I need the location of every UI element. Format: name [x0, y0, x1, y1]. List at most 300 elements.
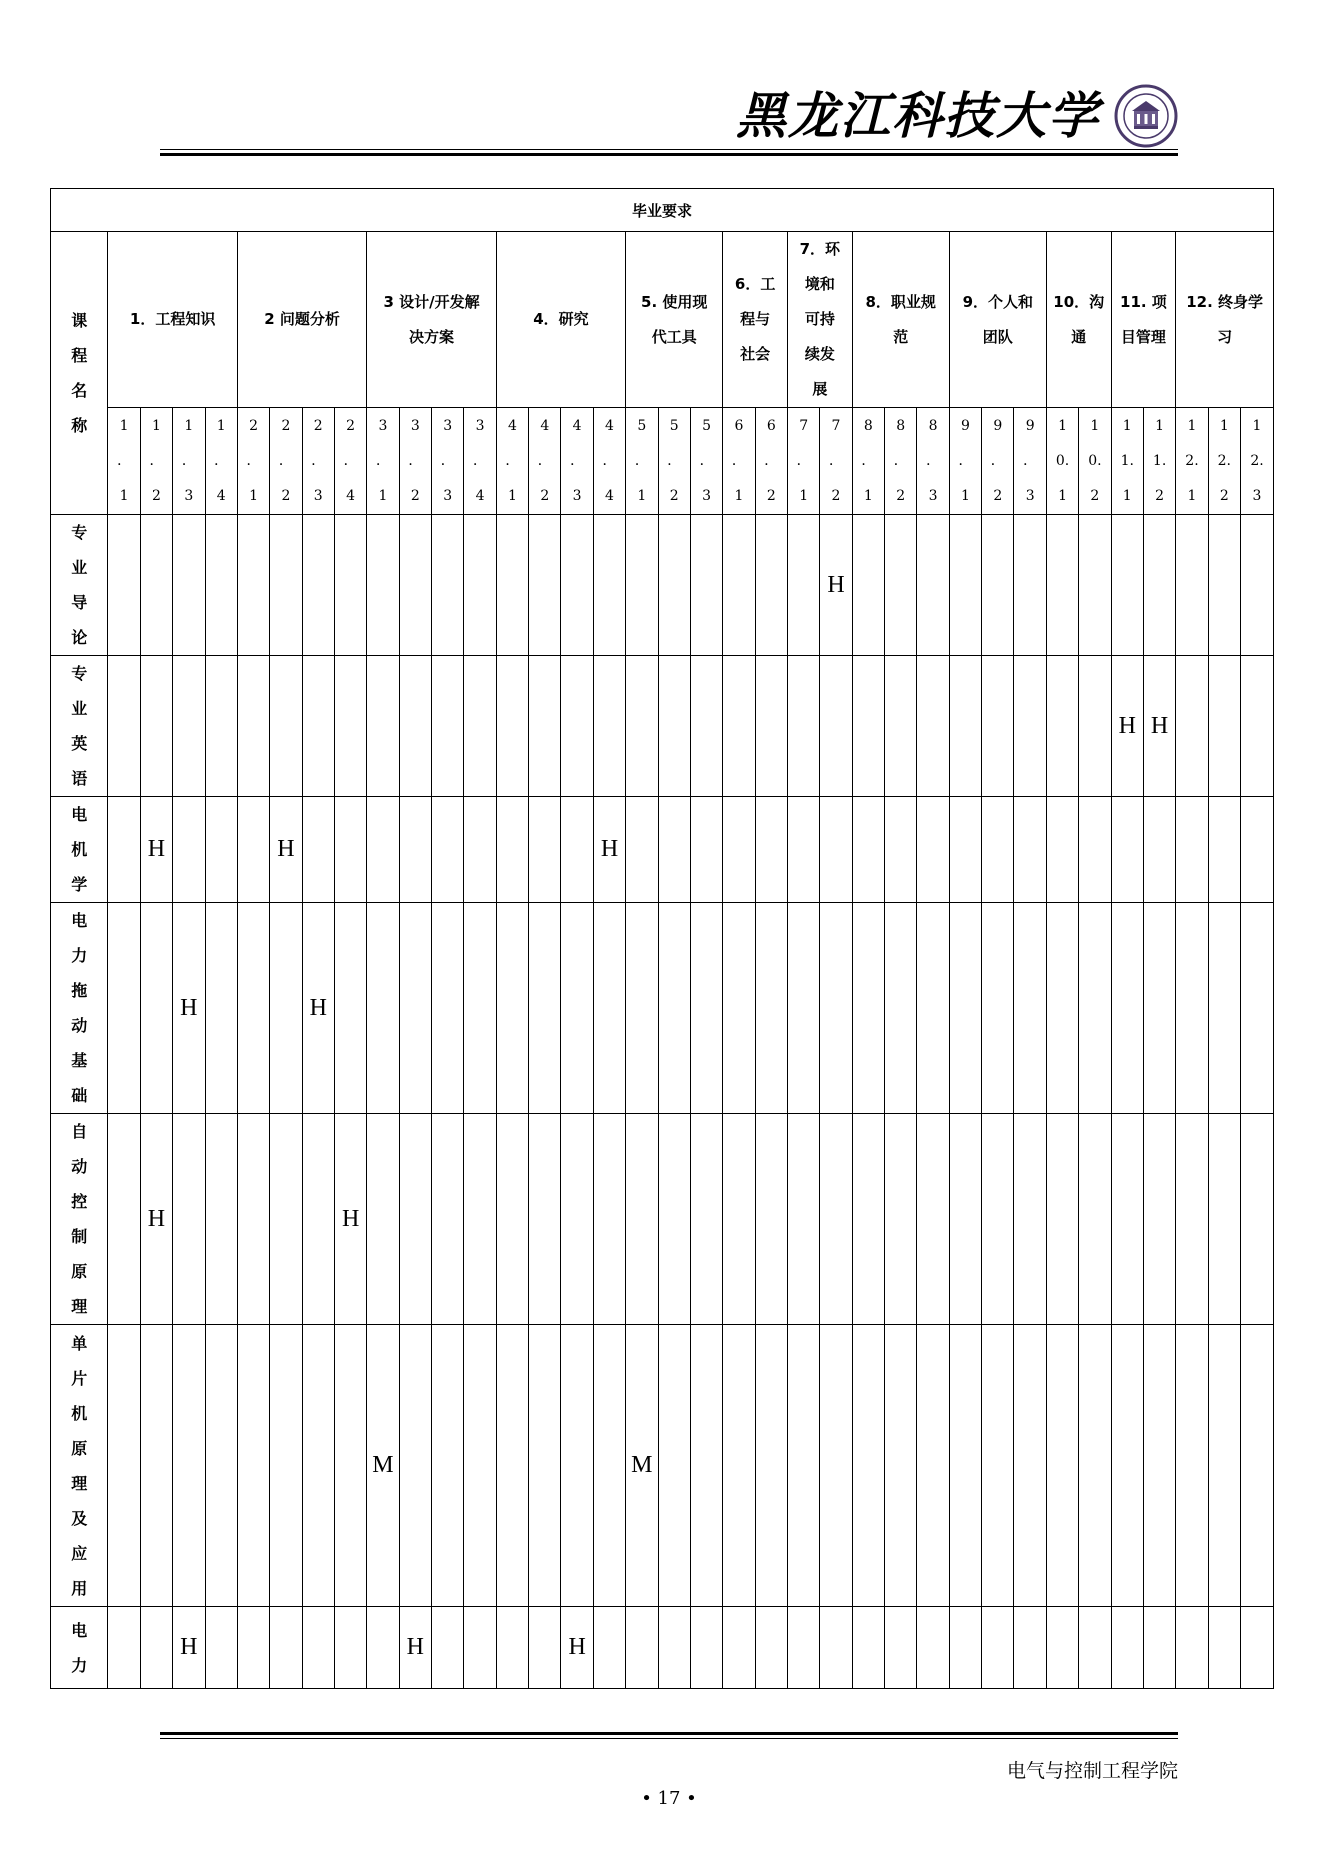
support-cell: [1079, 656, 1111, 797]
support-cell: [237, 656, 269, 797]
support-cell: [270, 797, 302, 903]
support-cell: [1208, 797, 1240, 903]
indicator-header: 1 0. 1: [1046, 408, 1078, 515]
support-cell: [399, 515, 431, 656]
support-cell: [949, 1114, 981, 1325]
support-cell: [432, 1114, 464, 1325]
support-cell: [1046, 797, 1078, 903]
support-cell: [982, 903, 1014, 1114]
support-cell: [529, 1325, 561, 1607]
support-cell: [1046, 1325, 1078, 1607]
indicator-header: 8 ． 1: [852, 408, 884, 515]
indicator-header: 1 ． 3: [173, 408, 205, 515]
support-cell: [1046, 656, 1078, 797]
support-cell: [690, 1325, 722, 1607]
support-cell: [270, 903, 302, 1114]
support-cell: [723, 903, 755, 1114]
support-cell: [1079, 1114, 1111, 1325]
support-cell: [367, 1114, 399, 1325]
requirement-group-row: [51, 232, 1274, 408]
support-cell: [1241, 656, 1274, 797]
support-cell: [334, 1325, 366, 1607]
support-cell: [140, 1607, 172, 1689]
matrix-table: [50, 188, 1274, 1689]
support-cell: [690, 903, 722, 1114]
support-cell: [1111, 1325, 1143, 1607]
requirement-group-header: 1．工程知识: [108, 232, 237, 408]
support-cell: [108, 1114, 140, 1325]
support-cell: [529, 1607, 561, 1689]
support-cell: [1143, 797, 1175, 903]
support-cell: [1111, 797, 1143, 903]
support-cell: [367, 903, 399, 1114]
support-cell: [755, 515, 787, 656]
indicator-header: 3 ． 4: [464, 408, 496, 515]
support-cell: [690, 515, 722, 656]
support-cell: [949, 515, 981, 656]
support-cell: [529, 797, 561, 903]
support-cell: [593, 797, 625, 903]
support-cell: [108, 515, 140, 656]
support-cell: [658, 903, 690, 1114]
support-cell: [1176, 903, 1208, 1114]
requirement-group-header: 7．环 境和 可持 续发 展: [787, 232, 852, 408]
support-level-mark: M: [631, 1452, 653, 1478]
support-cell: [982, 1325, 1014, 1607]
support-cell: [982, 656, 1014, 797]
support-cell: [464, 656, 496, 797]
support-cell: [593, 1114, 625, 1325]
support-cell: [334, 903, 366, 1114]
support-cell: [561, 1325, 593, 1607]
support-cell: [755, 656, 787, 797]
indicator-header: 2 ． 1: [237, 408, 269, 515]
indicator-header: 4 ． 3: [561, 408, 593, 515]
requirement-group-header: 11. 项 目管理: [1111, 232, 1176, 408]
support-cell: [140, 515, 172, 656]
support-cell: [561, 797, 593, 903]
support-cell: [658, 797, 690, 903]
support-cell: [820, 656, 852, 797]
support-cell: [1208, 656, 1240, 797]
support-cell: [432, 656, 464, 797]
support-level-mark: H: [827, 571, 845, 598]
support-cell: [399, 1325, 431, 1607]
support-cell: [464, 903, 496, 1114]
support-cell: [1046, 1607, 1078, 1689]
support-cell: [852, 515, 884, 656]
support-cell: [658, 1607, 690, 1689]
support-cell: [108, 656, 140, 797]
support-level-mark: H: [1118, 712, 1136, 739]
support-cell: [917, 903, 949, 1114]
support-level-mark: H: [568, 1634, 586, 1660]
support-cell: [432, 1607, 464, 1689]
support-cell: [496, 1114, 528, 1325]
support-cell: [464, 1607, 496, 1689]
support-cell: [885, 903, 917, 1114]
support-cell: [1046, 515, 1078, 656]
support-cell: [1079, 1607, 1111, 1689]
support-cell: [1111, 1114, 1143, 1325]
support-cell: [1241, 903, 1274, 1114]
indicator-row: [51, 408, 1274, 515]
support-cell: [561, 515, 593, 656]
support-cell: [593, 656, 625, 797]
indicator-header: 1 2. 3: [1241, 408, 1274, 515]
support-cell: [367, 797, 399, 903]
support-cell: [787, 1607, 819, 1689]
support-cell: [464, 515, 496, 656]
indicator-header: 1 2. 1: [1176, 408, 1208, 515]
support-cell: [1143, 515, 1175, 656]
support-cell: [302, 1325, 334, 1607]
support-cell: [1208, 1325, 1240, 1607]
support-cell: [205, 903, 237, 1114]
support-cell: [399, 903, 431, 1114]
support-cell: [787, 903, 819, 1114]
support-cell: [432, 1325, 464, 1607]
indicator-header: 5 ． 2: [658, 408, 690, 515]
support-cell: [561, 1114, 593, 1325]
support-cell: [1241, 1607, 1274, 1689]
requirements-matrix: [50, 188, 1274, 1689]
support-cell: [755, 797, 787, 903]
support-cell: [367, 515, 399, 656]
course-row: [51, 1325, 1274, 1607]
support-cell: [1241, 797, 1274, 903]
requirement-group-header: 5. 使用现 代工具: [626, 232, 723, 408]
indicator-header: 3 ． 1: [367, 408, 399, 515]
support-cell: [658, 656, 690, 797]
support-cell: [1014, 515, 1046, 656]
indicator-header: 8 ． 2: [885, 408, 917, 515]
support-cell: [1143, 903, 1175, 1114]
support-cell: [593, 515, 625, 656]
indicator-header: 1 ． 4: [205, 408, 237, 515]
support-level-mark: H: [180, 994, 198, 1021]
support-cell: [885, 1114, 917, 1325]
indicator-header: 7 ． 2: [820, 408, 852, 515]
support-cell: [1176, 797, 1208, 903]
indicator-header: 9 ． 3: [1014, 408, 1046, 515]
support-cell: [496, 1325, 528, 1607]
support-cell: [852, 1607, 884, 1689]
support-cell: [1143, 656, 1175, 797]
support-cell: [787, 515, 819, 656]
support-cell: [917, 1607, 949, 1689]
support-cell: [1176, 656, 1208, 797]
support-cell: [1111, 1607, 1143, 1689]
support-cell: [949, 1325, 981, 1607]
support-cell: [140, 903, 172, 1114]
support-cell: [917, 797, 949, 903]
support-level-mark: M: [372, 1452, 394, 1478]
indicator-header: 1 2. 2: [1208, 408, 1240, 515]
support-cell: [496, 797, 528, 903]
support-cell: [820, 797, 852, 903]
support-cell: [917, 1114, 949, 1325]
course-row: [51, 1114, 1274, 1325]
support-cell: [1143, 1607, 1175, 1689]
support-cell: [787, 1325, 819, 1607]
support-cell: [270, 1607, 302, 1689]
support-cell: [334, 797, 366, 903]
course-name-header: 课 程 名 称: [51, 232, 108, 515]
indicator-header: 2 ． 4: [334, 408, 366, 515]
support-cell: [237, 1325, 269, 1607]
support-cell: [1176, 1325, 1208, 1607]
support-cell: [140, 656, 172, 797]
support-cell: [464, 797, 496, 903]
support-cell: [205, 656, 237, 797]
support-cell: [852, 1325, 884, 1607]
support-cell: [885, 1607, 917, 1689]
requirement-group-header: 10．沟 通: [1046, 232, 1111, 408]
support-cell: [237, 515, 269, 656]
indicator-header: 6 ． 1: [723, 408, 755, 515]
support-cell: [529, 656, 561, 797]
support-cell: [432, 797, 464, 903]
course-name: 专 业 英 语: [51, 656, 108, 797]
support-cell: [982, 1607, 1014, 1689]
support-level-mark: H: [180, 1634, 198, 1660]
support-cell: [1014, 1607, 1046, 1689]
support-level-mark: H: [341, 1205, 360, 1232]
indicator-header: 8 ． 3: [917, 408, 949, 515]
support-cell: [723, 1325, 755, 1607]
indicator-header: 3 ． 3: [432, 408, 464, 515]
support-cell: [982, 515, 1014, 656]
header-rule-thin: [160, 149, 1178, 150]
indicator-header: 1 ． 2: [140, 408, 172, 515]
support-cell: [1208, 1607, 1240, 1689]
university-name: 黑龙江科技大学: [736, 86, 1100, 145]
support-cell: [237, 797, 269, 903]
support-cell: [334, 1114, 366, 1325]
support-cell: [367, 656, 399, 797]
support-cell: [626, 1325, 658, 1607]
support-cell: [852, 1114, 884, 1325]
support-cell: [1079, 1325, 1111, 1607]
support-cell: [885, 1325, 917, 1607]
support-cell: [399, 1607, 431, 1689]
requirement-group-header: 6．工 程与 社会: [723, 232, 788, 408]
support-cell: [367, 1325, 399, 1607]
support-cell: [1208, 515, 1240, 656]
support-cell: [561, 656, 593, 797]
course-name: 电 机 学: [51, 797, 108, 903]
indicator-header: 4 ． 4: [593, 408, 625, 515]
support-cell: [820, 903, 852, 1114]
indicator-header: 4 ． 1: [496, 408, 528, 515]
support-cell: [1014, 797, 1046, 903]
support-cell: [1241, 1114, 1274, 1325]
requirement-group-header: 12. 终身学 习: [1176, 232, 1274, 408]
footer-rule-thin: [160, 1738, 1178, 1739]
support-cell: [173, 1607, 205, 1689]
support-cell: [949, 903, 981, 1114]
support-cell: [561, 903, 593, 1114]
support-cell: [496, 903, 528, 1114]
support-cell: [173, 656, 205, 797]
support-cell: [205, 515, 237, 656]
course-row: [51, 1607, 1274, 1689]
page-footer: [160, 1732, 1178, 1832]
support-cell: [1241, 515, 1274, 656]
course-name: 电 力: [51, 1607, 108, 1689]
support-cell: [1208, 903, 1240, 1114]
matrix-title-row: [51, 189, 1274, 232]
support-cell: [496, 1607, 528, 1689]
support-cell: [1208, 1114, 1240, 1325]
indicator-header: 4 ． 2: [529, 408, 561, 515]
support-cell: [755, 903, 787, 1114]
course-name: 专 业 导 论: [51, 515, 108, 656]
support-cell: [108, 1607, 140, 1689]
support-cell: [820, 1607, 852, 1689]
support-cell: [852, 656, 884, 797]
support-cell: [496, 656, 528, 797]
support-cell: [173, 1325, 205, 1607]
support-cell: [820, 515, 852, 656]
support-cell: [399, 1114, 431, 1325]
indicator-header: 9 ． 1: [949, 408, 981, 515]
college-name: 电气与控制工程学院: [1006, 1760, 1178, 1782]
support-cell: [723, 1114, 755, 1325]
support-cell: [237, 903, 269, 1114]
support-cell: [464, 1325, 496, 1607]
course-name: 自 动 控 制 原 理: [51, 1114, 108, 1325]
support-cell: [723, 797, 755, 903]
support-cell: [108, 797, 140, 903]
support-level-mark: H: [406, 1634, 424, 1660]
support-cell: [1079, 903, 1111, 1114]
support-cell: [140, 797, 172, 903]
support-cell: [949, 797, 981, 903]
support-level-mark: H: [147, 836, 166, 862]
support-cell: [561, 1607, 593, 1689]
support-cell: [690, 656, 722, 797]
support-cell: [723, 656, 755, 797]
support-cell: [237, 1114, 269, 1325]
support-cell: [917, 1325, 949, 1607]
support-cell: [1046, 903, 1078, 1114]
support-cell: [399, 656, 431, 797]
support-cell: [529, 1114, 561, 1325]
support-cell: [334, 515, 366, 656]
support-cell: [173, 515, 205, 656]
support-cell: [626, 797, 658, 903]
support-cell: [367, 1607, 399, 1689]
support-cell: [1241, 1325, 1274, 1607]
requirement-group-header: 4．研究: [496, 232, 625, 408]
support-cell: [108, 1325, 140, 1607]
support-cell: [690, 1607, 722, 1689]
support-cell: [658, 1325, 690, 1607]
support-cell: [108, 903, 140, 1114]
requirement-group-header: 2 问题分析: [237, 232, 366, 408]
support-cell: [723, 515, 755, 656]
support-cell: [140, 1114, 172, 1325]
support-cell: [885, 797, 917, 903]
indicator-header: 3 ． 2: [399, 408, 431, 515]
indicator-header: 1 0. 2: [1079, 408, 1111, 515]
course-name: 单 片 机 原 理 及 应 用: [51, 1325, 108, 1607]
support-cell: [529, 515, 561, 656]
course-row: [51, 903, 1274, 1114]
support-cell: [820, 1325, 852, 1607]
support-level-mark: H: [309, 994, 327, 1021]
support-cell: [205, 1325, 237, 1607]
support-cell: [270, 1114, 302, 1325]
indicator-header: 1 1. 1: [1111, 408, 1143, 515]
support-cell: [334, 1607, 366, 1689]
support-cell: [140, 1325, 172, 1607]
support-cell: [885, 515, 917, 656]
support-cell: [205, 1607, 237, 1689]
page-header: [160, 80, 1178, 160]
support-cell: [787, 656, 819, 797]
support-cell: [949, 656, 981, 797]
matrix-title: 毕业要求: [51, 189, 1274, 232]
support-level-mark: H: [600, 836, 619, 862]
indicator-header: 1 1. 2: [1143, 408, 1175, 515]
course-row: [51, 515, 1274, 656]
support-cell: [1079, 797, 1111, 903]
support-cell: [334, 656, 366, 797]
support-cell: [755, 1607, 787, 1689]
header-rule-thick: [160, 153, 1178, 156]
support-cell: [529, 903, 561, 1114]
support-cell: [1111, 515, 1143, 656]
university-seal-icon: [1114, 84, 1178, 148]
footer-rule-thick: [160, 1732, 1178, 1735]
support-cell: [205, 797, 237, 903]
indicator-header: 6 ． 2: [755, 408, 787, 515]
course-row: [51, 797, 1274, 903]
support-cell: [302, 656, 334, 797]
support-cell: [755, 1114, 787, 1325]
support-cell: [787, 1114, 819, 1325]
support-cell: [432, 903, 464, 1114]
support-level-mark: H: [277, 836, 295, 862]
support-cell: [1014, 1114, 1046, 1325]
support-cell: [723, 1607, 755, 1689]
support-cell: [820, 1114, 852, 1325]
support-cell: [982, 1114, 1014, 1325]
support-cell: [1176, 1607, 1208, 1689]
course-name: 电 力 拖 动 基 础: [51, 903, 108, 1114]
support-cell: [852, 903, 884, 1114]
indicator-header: 2 ． 3: [302, 408, 334, 515]
support-cell: [173, 903, 205, 1114]
support-cell: [237, 1607, 269, 1689]
support-cell: [1176, 1114, 1208, 1325]
support-cell: [1111, 903, 1143, 1114]
support-cell: [1176, 515, 1208, 656]
support-cell: [949, 1607, 981, 1689]
support-cell: [205, 1114, 237, 1325]
support-cell: [1143, 1325, 1175, 1607]
support-cell: [755, 1325, 787, 1607]
support-cell: [1014, 1325, 1046, 1607]
support-cell: [302, 515, 334, 656]
support-cell: [690, 797, 722, 903]
support-cell: [658, 515, 690, 656]
support-cell: [787, 797, 819, 903]
support-cell: [1014, 656, 1046, 797]
